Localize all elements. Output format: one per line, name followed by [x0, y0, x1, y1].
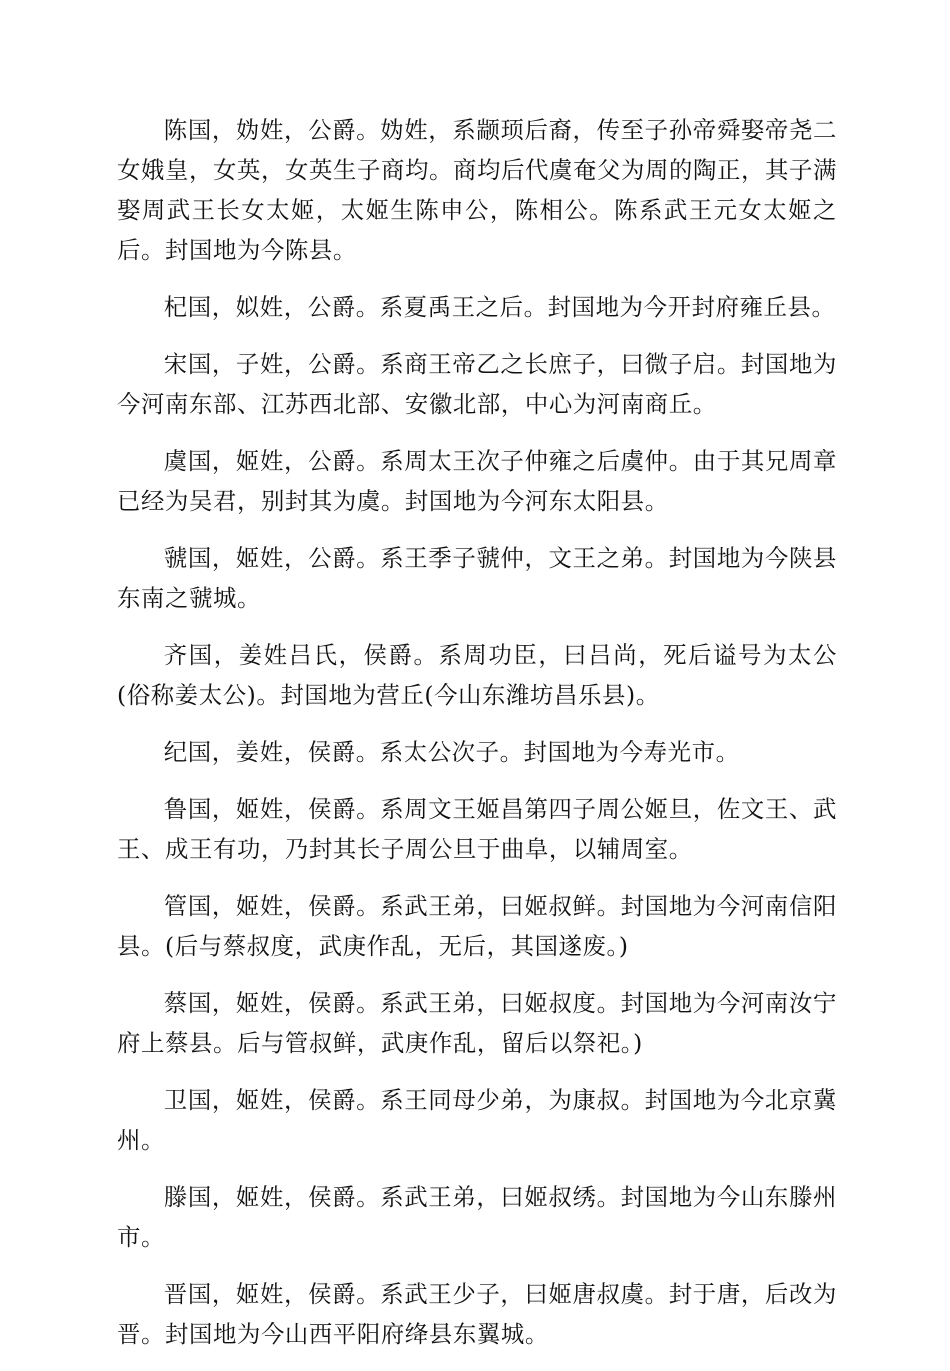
paragraph-song: 宋国，子姓，公爵。系商王帝乙之长庶子，曰微子启。封国地为今河南东部、江苏西北部、安徽北部，中心为河南商丘。	[117, 350, 837, 418]
paragraph-teng: 滕国，姬姓，侯爵。系武王弟，曰姬叔绣。封国地为今山东滕州市。	[117, 1183, 837, 1251]
paragraph-jin: 晋国，姬姓，侯爵。系武王少子，曰姬唐叔虞。封于唐，后改为晋。封国地为今山西平阳府绛县东翼城。	[117, 1280, 837, 1348]
paragraph-yu: 虞国，姬姓，公爵。系周太王次子仲雍之后虞仲。由于其兄周章已经为吴君，别封其为虞。封国地为今河东太阳县。	[117, 447, 837, 515]
paragraph-cai: 蔡国，姬姓，侯爵。系武王弟，曰姬叔度。封国地为今河南汝宁府上蔡县。后与管叔鲜，武庚作乱，留后以祭祀。)	[117, 989, 837, 1057]
paragraph-wei: 卫国，姬姓，侯爵。系王同母少弟，为康叔。封国地为今北京冀州。	[117, 1086, 837, 1154]
paragraph-guo: 虢国，姬姓，公爵。系王季子虢仲，文王之弟。封国地为今陕县东南之虢城。	[117, 544, 837, 612]
paragraph-qi: 齐国，姜姓吕氏，侯爵。系周功臣，曰吕尚，死后谥号为太公(俗称姜太公)。封国地为营丘(今山东潍坊昌乐县)。	[117, 641, 837, 709]
document-body	[117, 110, 837, 1371]
paragraph-lu: 鲁国，姬姓，侯爵。系周文王姬昌第四子周公姬旦，佐文王、武王、成王有功，乃封其长子周公旦于曲阜，以辅周室。	[117, 795, 837, 863]
paragraph-ji: 纪国，姜姓，侯爵。系太公次子。封国地为今寿光市。	[163, 738, 740, 766]
paragraph-qi-state: 杞国，姒姓，公爵。系夏禹王之后。封国地为今开封府雍丘县。	[163, 293, 836, 321]
paragraph-chen: 陈国，妫姓，公爵。妫姓，系颛顼后裔，传至子孙帝舜娶帝尧二女娥皇，女英，女英生子商均。商均后代虞奄父为周的陶正，其子满娶周武王长女太姬，太姬生陈申公，陈相公。陈系武王元女太姬之后。封国地为今陈县。	[117, 116, 837, 264]
paragraph-guan: 管国，姬姓，侯爵。系武王弟，曰姬叔鲜。封国地为今河南信阳县。(后与蔡叔度，武庚作乱，无后，其国遂废。)	[117, 892, 837, 960]
